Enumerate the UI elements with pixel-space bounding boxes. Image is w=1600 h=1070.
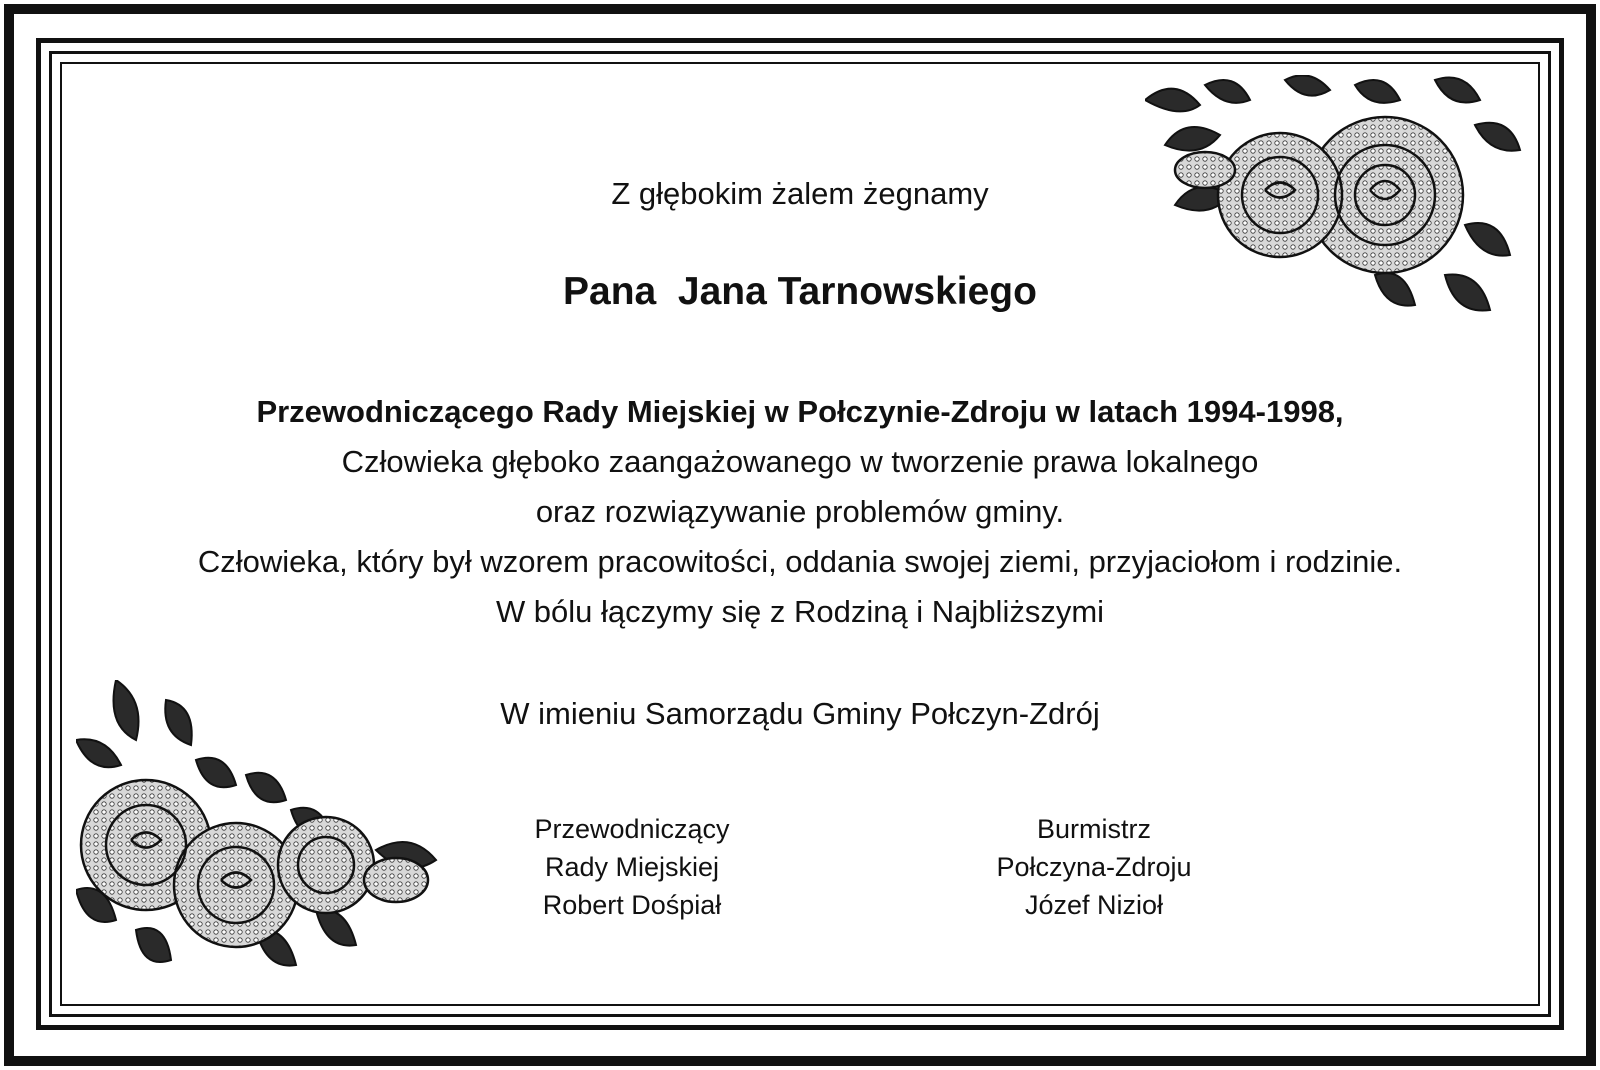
signature-title: Przewodniczący (534, 814, 730, 844)
greeting-text: Z głębokim żalem żegnamy (611, 176, 989, 211)
notice-content (62, 64, 1538, 1004)
signature-title: Rady Miejskiej (544, 852, 720, 882)
role-text: Przewodniczącego Rady Miejskiej w Połczynie-Zdroju w latach 1994-1998, (256, 394, 1344, 429)
deceased-name: Pana Jana Tarnowskiego (563, 270, 1037, 313)
signature-person: Robert Dośpiał (542, 890, 722, 920)
signature-right (914, 810, 1274, 924)
signature-person: Józef Nizioł (1024, 890, 1164, 920)
body-line: Człowieka, który był wzorem pracowitości, oddania swojej ziemi, przyjaciołom i rodzinie. (197, 544, 1403, 579)
community-text: W imieniu Samorządu Gminy Połczyn-Zdrój (500, 696, 1100, 731)
signature-title: Burmistrz (1037, 814, 1151, 844)
signature-title: Połczyna-Zdroju (996, 852, 1192, 882)
body-line: oraz rozwiązywanie problemów gminy. (535, 494, 1065, 529)
body-line: Człowieka głęboko zaangażowanego w tworzenie prawa lokalnego (341, 444, 1259, 479)
signature-left (452, 810, 812, 924)
body-line: W bólu łączymy się z Rodziną i Najbliższymi (495, 594, 1105, 629)
